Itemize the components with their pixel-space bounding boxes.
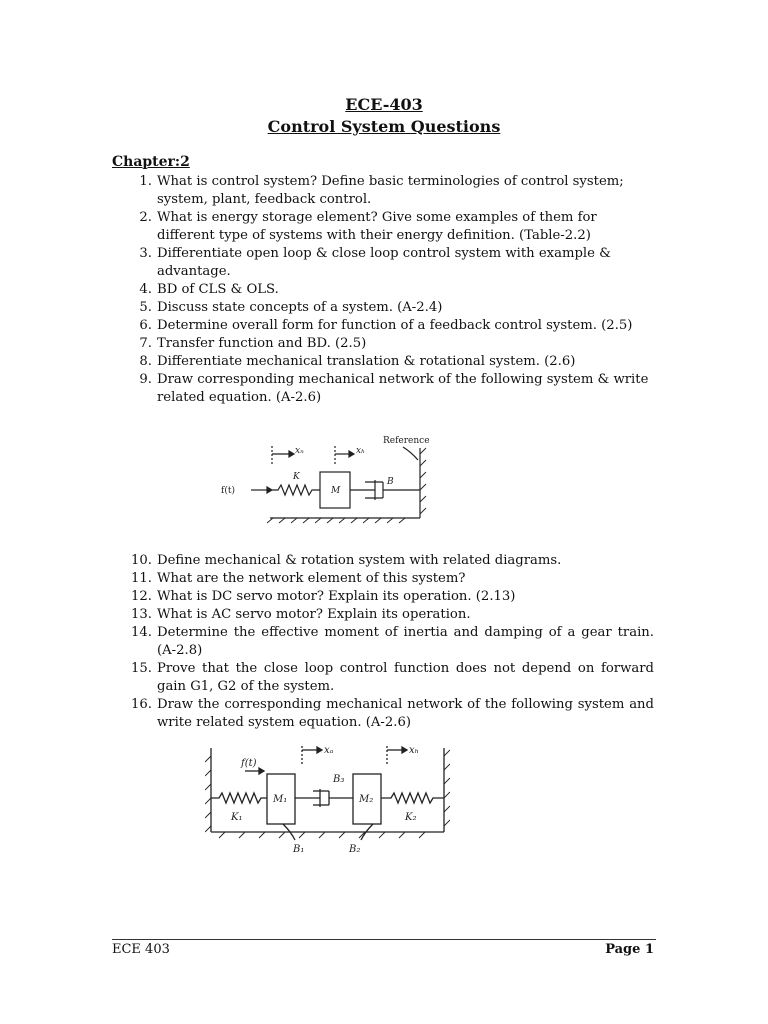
question-text: What is energy storage element? Give some examples of them for different type of systems with their energy definition. (Table-2.2) [157, 210, 597, 243]
question-text: Determine overall form for function of a feedback control system. (2.5) [157, 318, 633, 333]
list-item [112, 209, 654, 245]
question-text: Define mechanical & rotation system with related diagrams. [157, 553, 562, 568]
list-item [112, 299, 654, 317]
question-text: Draw the corresponding mechanical network of the following system and write related system equation. (A-2.6) [157, 697, 654, 730]
question-text: Draw corresponding mechanical network of the following system & write related equation. (A-2.6) [157, 372, 649, 405]
mechanical-system-figure-1 [215, 432, 430, 524]
list-item [112, 317, 654, 335]
force-label: f(t) [221, 486, 235, 496]
mechanical-system-figure-2 [205, 742, 450, 857]
question-number: 13. [131, 607, 152, 622]
question-list-part2 [112, 552, 654, 732]
force-label: f(t) [241, 758, 257, 769]
question-number: 12. [131, 589, 152, 604]
question-text: What is AC servo motor? Explain its operation. [157, 607, 471, 622]
damper-label: B [387, 477, 394, 487]
xa-label: xₐ [324, 745, 334, 756]
list-item [112, 335, 654, 353]
question-number: 2. [139, 210, 152, 225]
list-item [112, 570, 654, 588]
xn-label: xₙ [295, 446, 304, 456]
list-item [112, 353, 654, 371]
question-number: 8. [139, 354, 152, 369]
question-number: 7. [139, 336, 152, 351]
chapter-heading: Chapter:2 [112, 154, 190, 170]
document-title: Control System Questions [267, 117, 501, 136]
list-item [112, 371, 654, 407]
question-text: Prove that the close loop control function does not depend on forward gain G1, G2 of the system. [157, 661, 654, 694]
question-text: Transfer function and BD. (2.5) [157, 336, 367, 351]
k1-label: K₁ [231, 812, 243, 823]
question-number: 9. [139, 372, 152, 387]
question-text: What is control system? Define basic terminologies of control system; system, plant, feedback control. [157, 174, 624, 207]
question-text: Discuss state concepts of a system. (A-2.4) [157, 300, 443, 315]
question-list-part1 [112, 173, 654, 407]
xb-label: xₕ [356, 446, 365, 456]
question-text: BD of CLS & OLS. [157, 282, 279, 297]
course-title: ECE-403 [345, 95, 423, 114]
mass-label: M [331, 486, 341, 496]
question-number: 10. [131, 553, 152, 568]
xb-label: xₕ [409, 745, 419, 756]
question-number: 14. [131, 625, 152, 640]
reference-label: Reference [383, 436, 430, 446]
list-item [112, 245, 654, 281]
question-number: 5. [139, 300, 152, 315]
list-item [112, 660, 654, 696]
k2-label: K₂ [405, 812, 417, 823]
list-item [112, 624, 654, 660]
m1-label: M₁ [273, 794, 288, 805]
question-number: 6. [139, 318, 152, 333]
question-text: What is DC servo motor? Explain its operation. (2.13) [157, 589, 516, 604]
footer-divider [112, 939, 656, 940]
question-text: Differentiate open loop & close loop control system with example & advantage. [157, 246, 611, 279]
question-number: 4. [139, 282, 152, 297]
list-item [112, 696, 654, 732]
list-item [112, 281, 654, 299]
question-number: 11. [131, 571, 152, 586]
footer-page-number: Page 1 [605, 942, 654, 957]
b1-label: B₁ [293, 844, 305, 855]
list-item [112, 588, 654, 606]
question-number: 1. [139, 174, 152, 189]
question-text: What are the network element of this system? [157, 571, 466, 586]
question-number: 15. [131, 661, 152, 676]
b3-label: B₃ [333, 774, 345, 785]
question-number: 16. [131, 697, 152, 712]
question-number: 3. [139, 246, 152, 261]
footer-course: ECE 403 [112, 942, 170, 957]
b2-label: B₂ [349, 844, 361, 855]
question-text: Differentiate mechanical translation & rotational system. (2.6) [157, 354, 576, 369]
list-item [112, 552, 654, 570]
m2-label: M₂ [359, 794, 374, 805]
spring-label: K [293, 472, 300, 482]
question-text: Determine the effective moment of inertia and damping of a gear train. (A-2.8) [157, 625, 654, 658]
list-item [112, 606, 654, 624]
list-item [112, 173, 654, 209]
